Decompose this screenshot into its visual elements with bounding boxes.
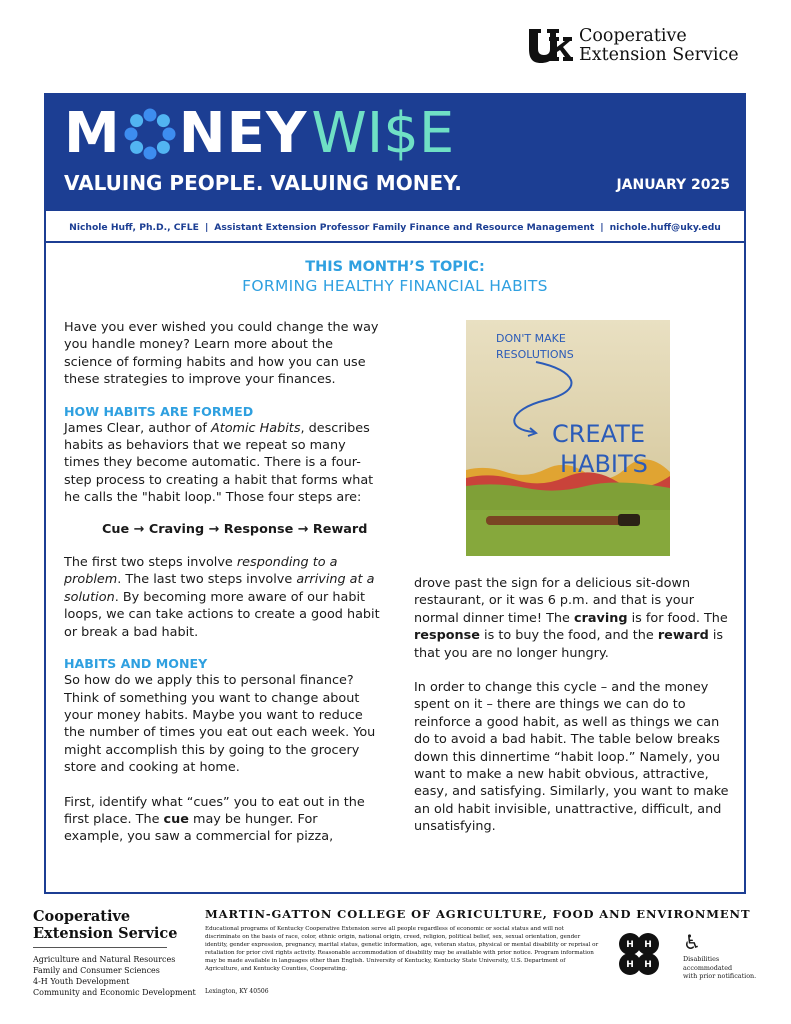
footer-address: Lexington, KY 40506 <box>205 988 269 995</box>
svg-text:H: H <box>626 940 634 950</box>
topic-title: FORMING HEALTHY FINANCIAL HABITS <box>242 277 548 295</box>
topic-label: THIS MONTH’S TOPIC: <box>305 259 485 275</box>
paragraph-habit-loop-example: drove past the sign for a delicious sit-down restaurant, or it was 6 p.m. and that is your normal dinner time! The craving is for food. The response is to buy the food, and the reward is that you are no longer hungry. <box>414 576 728 661</box>
topic-heading <box>46 259 744 295</box>
logo-line-2: Extension Service <box>579 45 739 65</box>
section-heading-habits-money: HABITS AND MONEY <box>64 656 208 672</box>
paragraph-cues: First, identify what “cues” you to eat out in the first place. The cue may be hunger. For example, you saw a commercial for pizza, <box>64 794 365 845</box>
brand-wise: WI$E <box>311 101 455 166</box>
paragraph-habits-money: So how do we apply this to personal finance? Think of something you want to change about your money habits. Maybe you want to reduce the number of times you eat out each week. You might accomplish this by going to the grocery store and cooking at home. <box>64 673 376 776</box>
svg-text:HABITS: HABITS <box>560 450 648 478</box>
author-name: Nichole Huff, Ph.D., CFLE <box>69 221 199 233</box>
credit-separator: | <box>204 221 209 233</box>
intro-paragraph: Have you ever wished you could change the way you handle money? Learn more about the science of forming habits and how you can use these strategies to improve your finances. <box>64 320 379 388</box>
uk-cooperative-extension-logo <box>527 27 739 65</box>
uk-logo-icon <box>527 27 573 65</box>
author-credits <box>46 213 744 243</box>
4h-clover-icon <box>612 928 666 982</box>
program-item: 4-H Youth Development <box>33 977 130 986</box>
author-email[interactable]: nichole.huff@uky.edu <box>609 221 721 233</box>
paragraph-habits-formed: James Clear, author of Atomic Habits, describes habits as behaviors that we repeat so many times they become automatic. There is a four-step process to creating a habit that forms what he calls the "habit loop." Those four steps are: <box>64 420 374 506</box>
footer-programs <box>33 954 196 998</box>
svg-text:CREATE: CREATE <box>552 420 645 448</box>
habit-loop-steps: Cue → Craving → Response → Reward <box>102 521 368 537</box>
footer-ces-name: Cooperative Extension Service <box>33 908 178 942</box>
brand-ney: NEY <box>178 101 308 166</box>
newsletter-frame <box>44 93 746 894</box>
logo-line-1: Cooperative <box>579 26 687 46</box>
program-item: Community and Economic Development <box>33 988 196 997</box>
paragraph-change-cycle: In order to change this cycle – and the money spent on it – there are things we can do to reinforce a good habit, as well as things we can do to avoid a bad habit. The table below breaks down this dinnertime “habit loop.” Namely, you want to make a new habit obvious, attractive, easy, and satisfying. Similarly, you want to make an old habit invisible, unattractive, difficult, and unsatisfying. <box>414 680 729 835</box>
moneywise-wordmark <box>64 101 455 166</box>
accessibility-notice: ♿ Disabilities accommodated with prior notification. <box>683 930 757 980</box>
svg-text:H: H <box>626 960 634 970</box>
svg-text:H: H <box>644 960 652 970</box>
author-title: Assistant Extension Professor Family Finance and Resource Management <box>214 221 595 233</box>
footer-divider <box>33 947 167 948</box>
credit-separator: | <box>600 221 604 233</box>
paragraph-steps: The first two steps involve responding to a problem. The last two steps involve arriving at a solution. By becoming more aware of our habit loops, we can take actions to create a good habit or break a bad habit. <box>64 555 380 640</box>
college-name: MARTIN-GATTON COLLEGE OF AGRICULTURE, FOOD AND ENVIRONMENT <box>205 907 751 921</box>
program-item: Agriculture and Natural Resources <box>33 955 176 964</box>
tagline: VALUING PEOPLE. VALUING MONEY. <box>64 171 462 195</box>
right-column <box>414 575 729 836</box>
svg-text:H: H <box>644 940 652 950</box>
moneywise-banner <box>46 95 744 211</box>
create-habits-photo <box>466 320 670 556</box>
left-column <box>64 319 380 846</box>
footer <box>0 900 791 1024</box>
svg-text:RESOLUTIONS: RESOLUTIONS <box>496 348 574 361</box>
book-title: Atomic Habits <box>210 420 301 436</box>
brand-m: M <box>64 101 121 166</box>
svg-text:DON'T MAKE: DON'T MAKE <box>496 332 566 345</box>
nondiscrimination-statement: Educational programs of Kentucky Cooperative Extension serve all people regardless of economic or social status and will not discriminate on the basis of race, color, ethnic origin, national origin, creed, religion, political belief, sex, sexual orientation, gender identity, gender expression, pregnancy, marital status, genetic information, age, veteran status, physical or mental disability or reprisal or retaliation for prior civil rights activity. Reasonable accommodation of disability may be available with prior notice. Program information may be made available in languages other than English. University of Kentucky, Kentucky State University, U.S. Department of Agriculture, and Kentucky Counties, Cooperating. <box>205 926 599 972</box>
program-item: Family and Consumer Sciences <box>33 966 160 975</box>
section-heading-habits-formed: HOW HABITS ARE FORMED <box>64 403 254 419</box>
issue-date: JANUARY 2025 <box>616 177 730 193</box>
wheelchair-icon: ♿ <box>683 930 701 954</box>
flower-o-icon <box>123 107 177 161</box>
